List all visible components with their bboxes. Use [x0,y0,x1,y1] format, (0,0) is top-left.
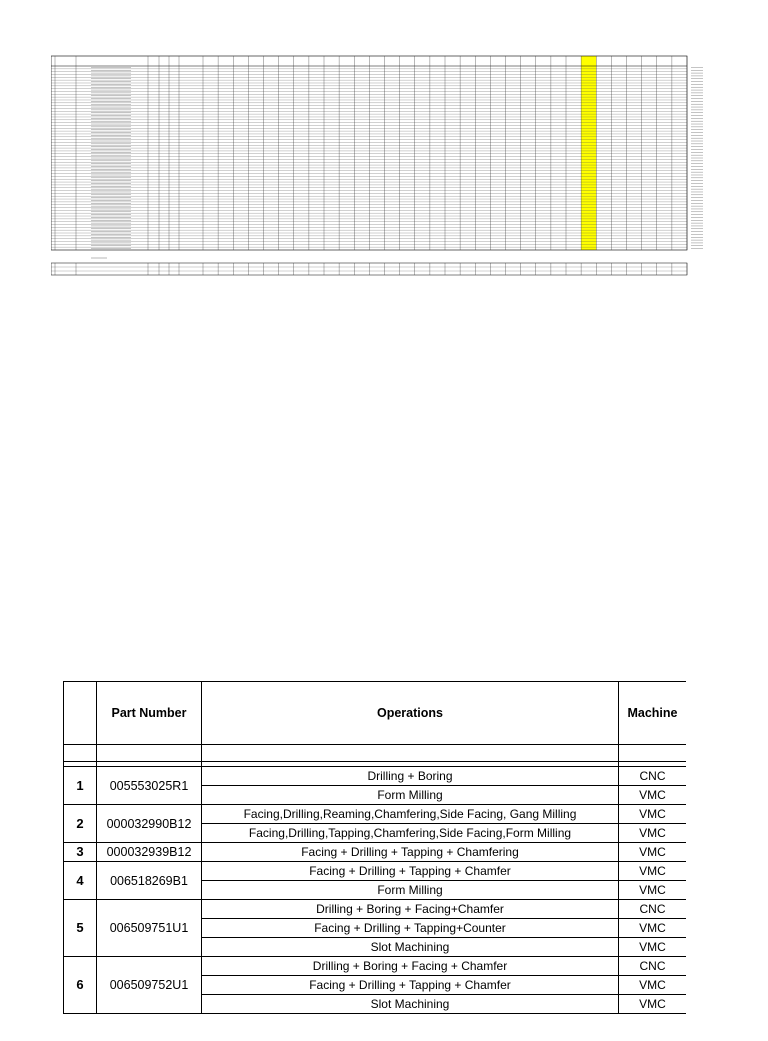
machine-cell: VMC [619,919,687,938]
machine-cell: CNC [619,767,687,786]
row-index: 3 [64,843,97,862]
spacer-row [64,745,687,762]
machine-cell: VMC [619,862,687,881]
machine-cell: VMC [619,938,687,957]
operation-cell: Drilling + Boring + Facing + Chamfer [202,957,619,976]
header-operations: Operations [202,682,619,745]
highlighted-column [581,56,596,250]
operation-cell: Form Milling [202,786,619,805]
operation-cell: Facing + Drilling + Tapping + Chamfer [202,862,619,881]
operation-cell: Facing + Drilling + Tapping+Counter [202,919,619,938]
row-index: 4 [64,862,97,900]
machine-cell: VMC [619,805,687,824]
empty-cell [202,745,619,762]
table-body [64,745,687,1014]
row-index: 5 [64,900,97,957]
table-row [64,957,687,976]
part-number-cell: 000032990B12 [97,805,202,843]
row-index: 2 [64,805,97,843]
operation-cell: Facing,Drilling,Reaming,Chamfering,Side Facing, Gang Milling [202,805,619,824]
operations-table [63,681,686,1014]
empty-cell [97,745,202,762]
operation-cell: Slot Machining [202,995,619,1014]
row-index: 1 [64,767,97,805]
operation-cell: Drilling + Boring + Facing+Chamfer [202,900,619,919]
table-header-row [64,682,687,745]
part-number-cell: 005553025R1 [97,767,202,805]
zoomed-table-view [63,681,686,1041]
spreadsheet-overview [51,54,711,278]
table-row [64,900,687,919]
operation-cell: Slot Machining [202,938,619,957]
table-row [64,767,687,786]
part-number-cell: 006509751U1 [97,900,202,957]
machine-cell: CNC [619,900,687,919]
operation-cell: Facing,Drilling,Tapping,Chamfering,Side Facing,Form Milling [202,824,619,843]
table-row [64,862,687,881]
machine-cell: VMC [619,976,687,995]
part-number-cell: 000032939B12 [97,843,202,862]
machine-cell: VMC [619,824,687,843]
table-row [64,843,687,862]
machine-cell: VMC [619,881,687,900]
machine-cell: VMC [619,786,687,805]
row-index: 6 [64,957,97,1014]
operation-cell: Facing + Drilling + Tapping + Chamfer [202,976,619,995]
part-number-cell: 006509752U1 [97,957,202,1014]
header-machine: Machine [619,682,687,745]
spreadsheet-thumbnail [51,54,711,278]
empty-cell [64,745,97,762]
operation-cell: Drilling + Boring [202,767,619,786]
summary-border [51,263,687,275]
operation-cell: Form Milling [202,881,619,900]
part-number-cell: 006518269B1 [97,862,202,900]
machine-cell: CNC [619,957,687,976]
machine-cell: VMC [619,843,687,862]
header-index [64,682,97,745]
header-part-number: Part Number [97,682,202,745]
machine-cell: VMC [619,995,687,1014]
table-row [64,805,687,824]
operation-cell: Facing + Drilling + Tapping + Chamfering [202,843,619,862]
empty-cell [619,745,687,762]
